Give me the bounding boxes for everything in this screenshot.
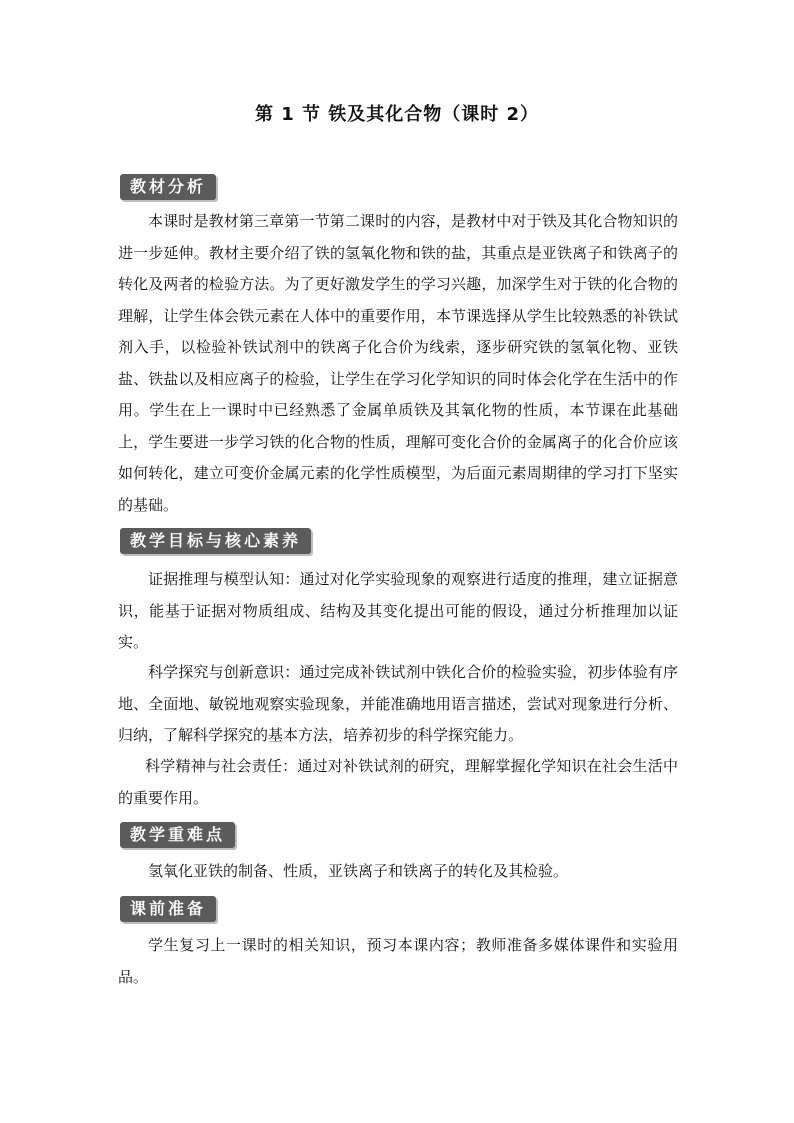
section-heading-preparation: 课前准备 xyxy=(120,896,216,922)
section-heading-key-difficult-points: 教学重难点 xyxy=(120,822,235,848)
section-heading-teaching-goals: 教学目标与核心素养 xyxy=(120,528,311,554)
goal-paragraph-evidence-reasoning: 证据推理与模型认知：通过对化学实验现象的观察进行适度的推理，建立证据意识，能基于证据对物质组成、结构及其变化提出可能的假设，通过分析推理加以证实。 xyxy=(118,570,678,651)
textbook-analysis-paragraph: 本课时是教材第三章第一节第二课时的内容，是教材中对于铁及其化合物知识的进一步延伸。教材主要介绍了铁的氢氧化物和铁的盐，其重点是亚铁离子和铁离子的转化及两者的检验方法。为了更好激发学生的学习兴趣，加深学生对于铁的化合物的理解，让学生体会铁元素在人体中的重要作用，本节课选择从学生比较熟悉的补铁试剂入手，以检验补铁试剂中的铁离子化合价为线索，逐步研究铁的氢氧化物、亚铁盐、铁盐以及相应离子的检验，让学生在学习化学知识的同时体会化学在生活中的作用。学生在上一课时中已经熟悉了金属单质铁及其氧化物的性质，本节课在此基础上，学生要进一步学习铁的化合物的性质，理解可变化合价的金属离子的化合价应该如何转化，建立可变价金属元素的化学性质模型，为后面元素周期律的学习打下坚实的基础。 xyxy=(118,212,678,514)
document-title: 第 1 节 铁及其化合物（课时 2） xyxy=(254,104,540,125)
goal-paragraph-scientific-inquiry: 科学探究与创新意识：通过完成补铁试剂中铁化合价的检验实验，初步体验有序地、全面地、敏锐地观察实验现象，并能准确地用语言描述，尝试对现象进行分析、归纳，了解科学探究的基本方法，培养初步的科学探究能力。 xyxy=(118,663,678,744)
preparation-paragraph: 学生复习上一课时的相关知识，预习本课内容；教师准备多媒体课件和实验用品。 xyxy=(118,936,678,986)
section-heading-textbook-analysis: 教材分析 xyxy=(120,174,216,200)
key-points-paragraph: 氢氧化亚铁的制备、性质，亚铁离子和铁离子的转化及其检验。 xyxy=(148,862,569,880)
goal-paragraph-scientific-spirit: 科学精神与社会责任：通过对补铁试剂的研究，理解掌握化学知识在社会生活中的重要作用。 xyxy=(118,757,678,807)
